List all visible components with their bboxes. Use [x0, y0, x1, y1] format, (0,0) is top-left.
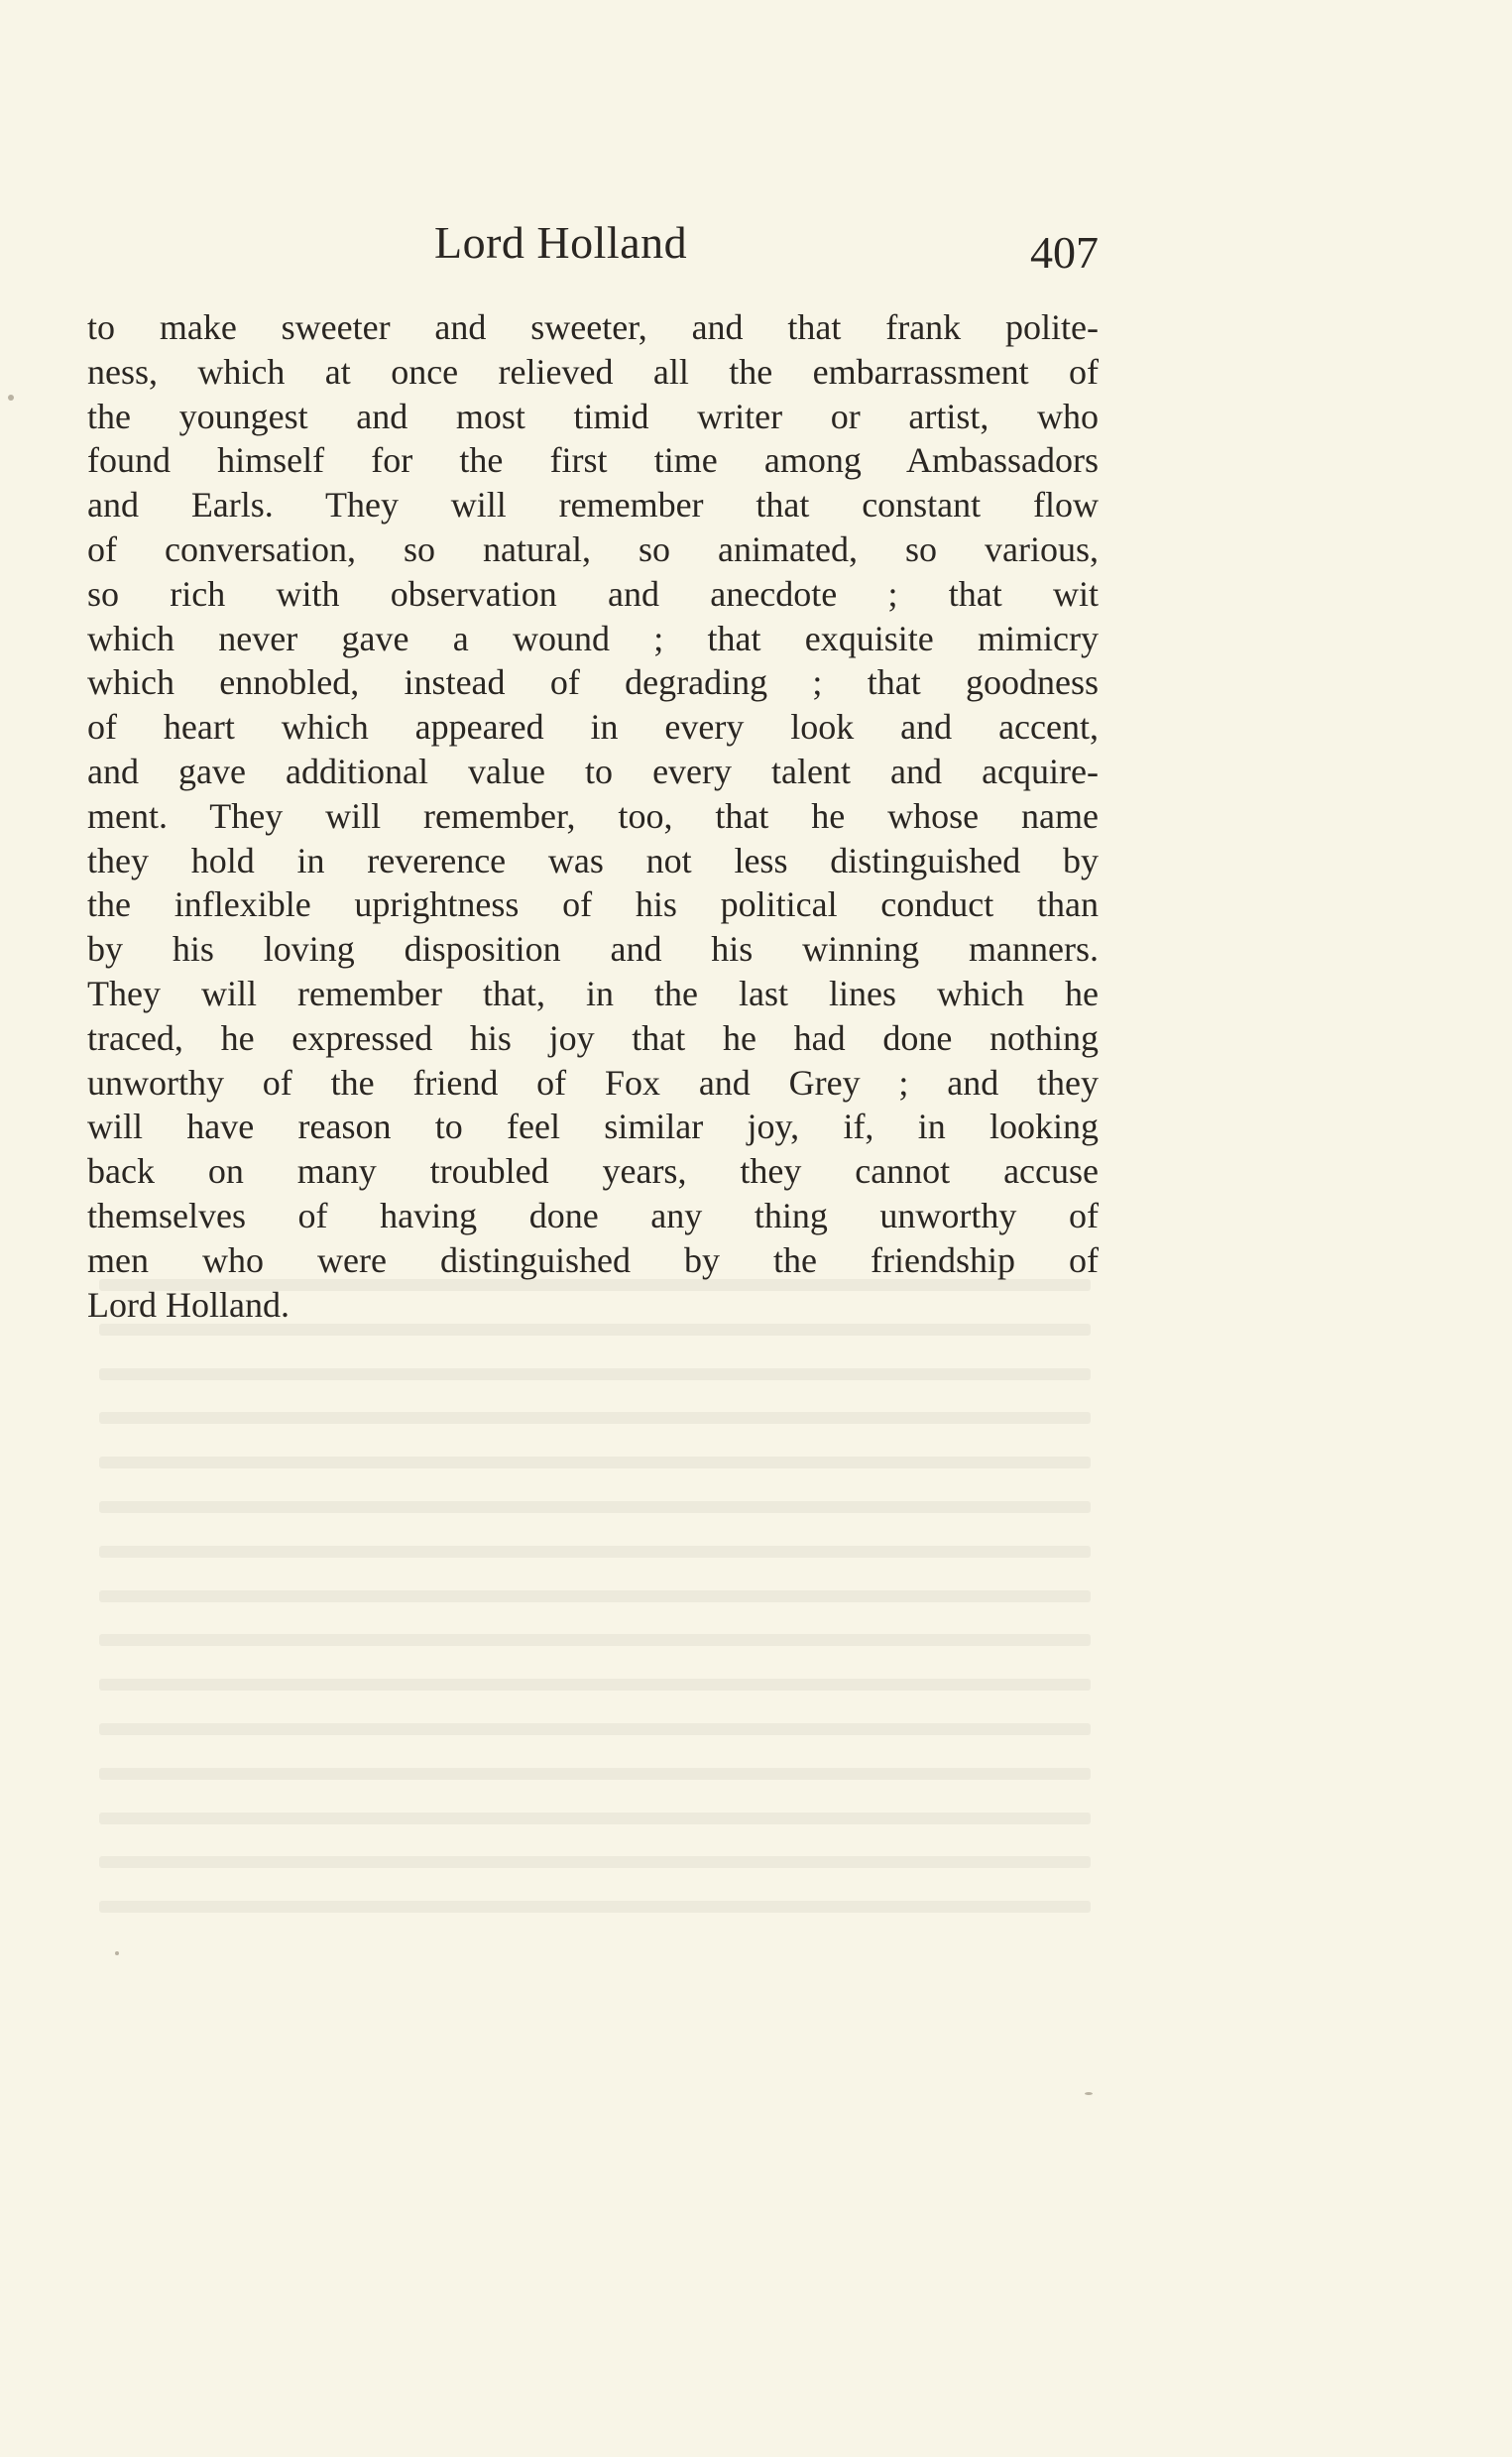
text-line: which ennobled, instead of degrading ; that goodness [87, 662, 1099, 703]
text-line: traced, he expressed his joy that he had done nothing [87, 1017, 1099, 1058]
text-line: They will remember that, in the last lines which he [87, 973, 1099, 1013]
text-line: themselves of having done any thing unworthy of [87, 1195, 1099, 1235]
text-line: of conversation, so natural, so animated, so various, [87, 528, 1099, 569]
running-title: Lord Holland [434, 217, 688, 268]
paper-speck [115, 1951, 119, 1955]
text-line: will have reason to feel similar joy, if, in looking [87, 1107, 1099, 1147]
paper-speck [1085, 2092, 1093, 2095]
text-line: men who were distinguished by the friendship of [87, 1239, 1099, 1280]
text-line: to make sweeter and sweeter, and that frank polite- [87, 307, 1099, 347]
page-number: 407 [1030, 227, 1099, 278]
text-line: and gave additional value to every talent and acquire- [87, 751, 1099, 791]
text-line: so rich with observation and anecdote ; that wit [87, 573, 1099, 614]
text-line: which never gave a wound ; that exquisite mimicry [87, 618, 1099, 658]
running-head [87, 216, 1099, 286]
text-line: by his loving disposition and his winning manners. [87, 929, 1099, 970]
paper-speck [8, 395, 14, 401]
text-line: the inflexible uprightness of his political conduct than [87, 884, 1099, 925]
reverse-side-show-through [99, 1279, 1091, 1953]
text-line: unworthy of the friend of Fox and Grey ; and they [87, 1062, 1099, 1103]
text-line: found himself for the first time among Ambassadors [87, 440, 1099, 481]
text-line: and Earls. They will remember that constant flow [87, 485, 1099, 526]
text-line: Lord Holland. [87, 1284, 290, 1325]
text-line: they hold in reverence was not less distinguished by [87, 840, 1099, 880]
text-line: of heart which appeared in every look and accent, [87, 707, 1099, 748]
text-line: ment. They will remember, too, that he whose name [87, 795, 1099, 836]
text-line: the youngest and most timid writer or artist, who [87, 396, 1099, 436]
text-line: back on many troubled years, they cannot accuse [87, 1151, 1099, 1192]
text-line: ness, which at once relieved all the embarrassment of [87, 351, 1099, 392]
body-paragraph [87, 305, 1099, 1327]
